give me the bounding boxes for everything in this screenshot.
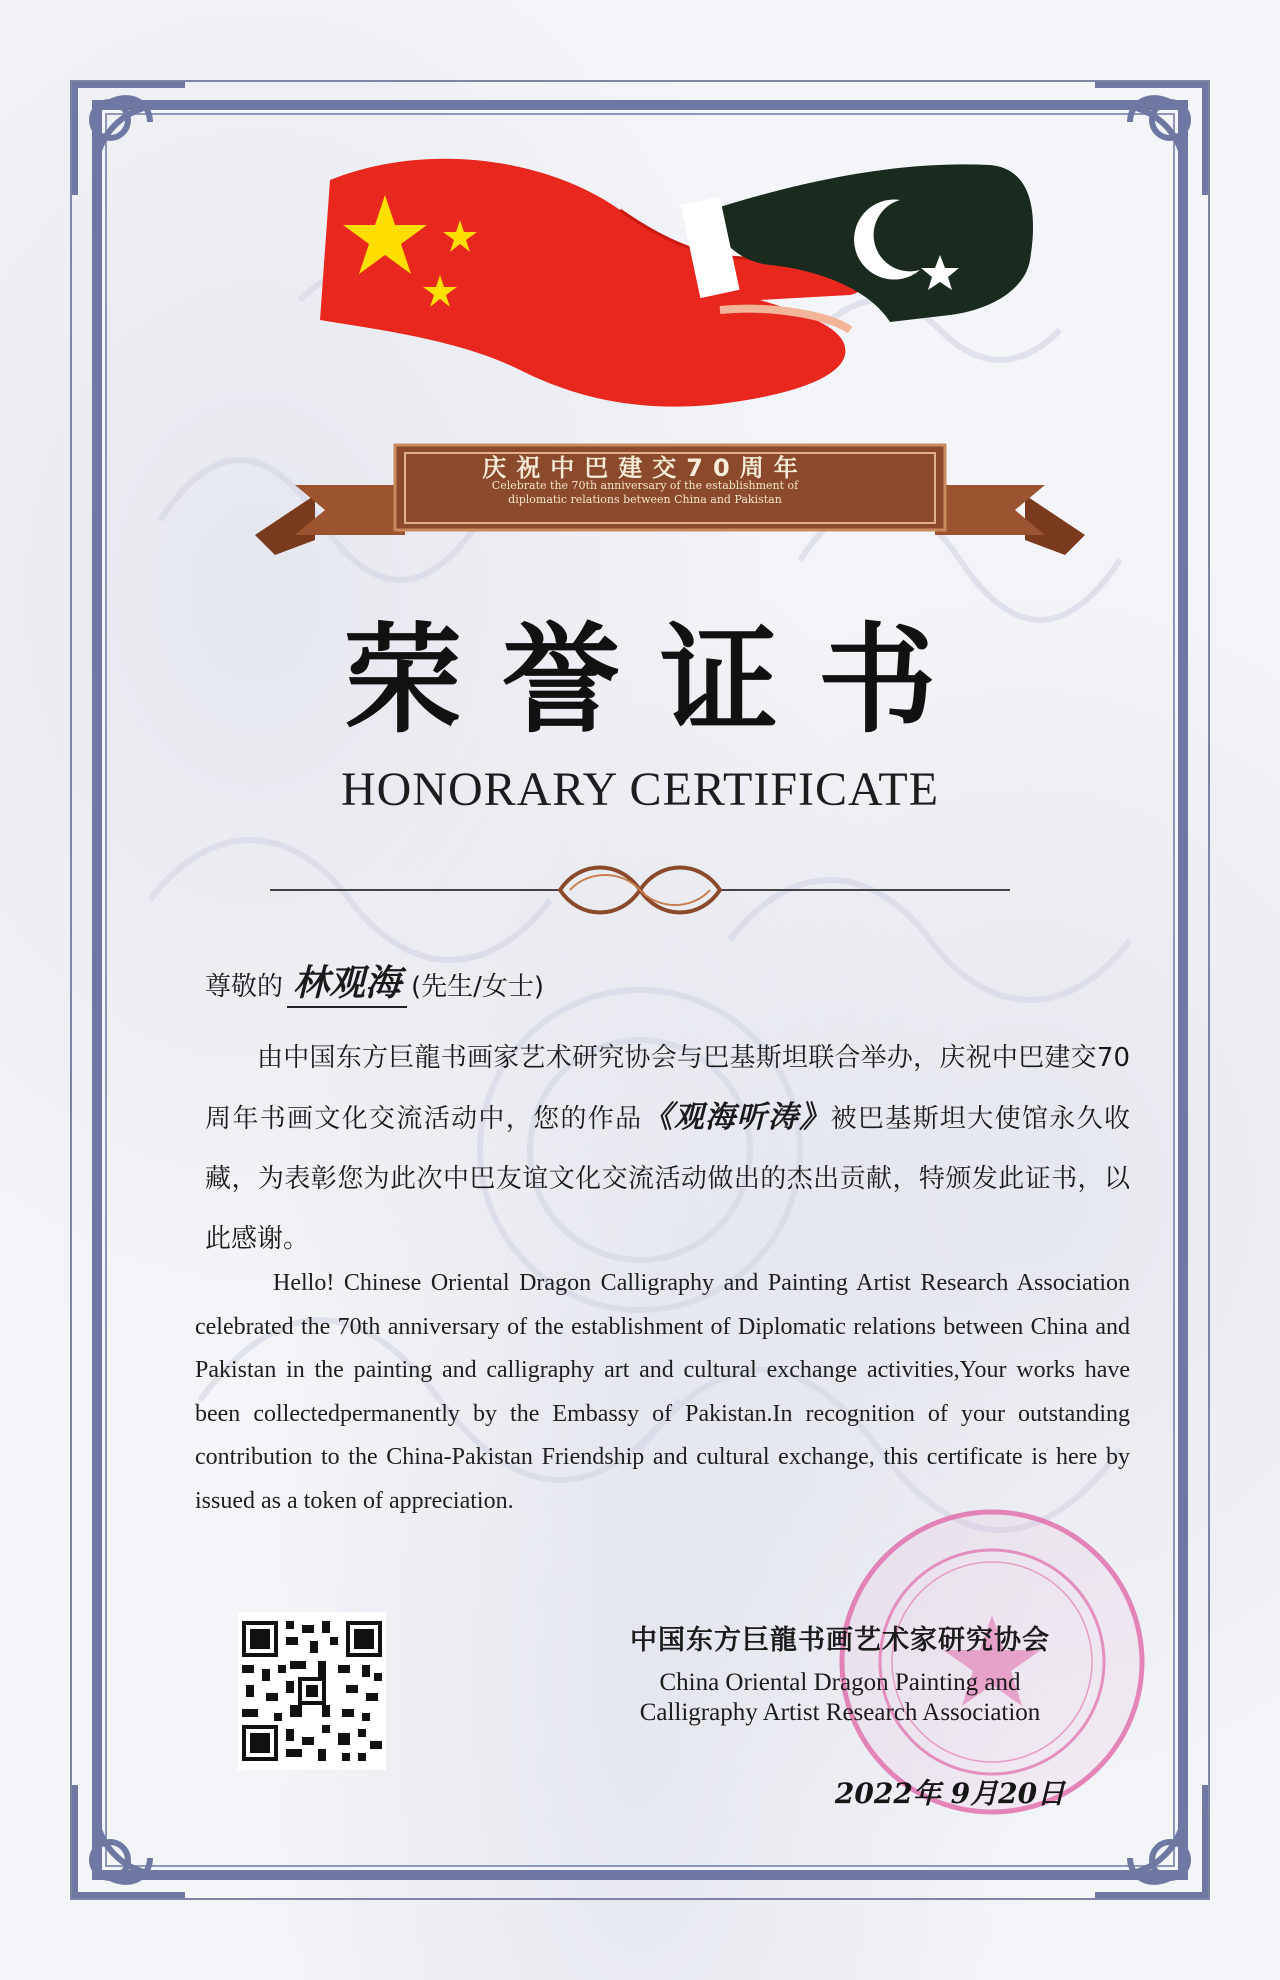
- greeting-line: [205, 955, 1105, 1008]
- ribbon-subtitle-line1: Celebrate the 70th anniversary of the establishment of: [491, 479, 799, 492]
- qr-code-icon[interactable]: [238, 1612, 386, 1770]
- issue-date: 2022年 9月20日: [834, 1777, 1066, 1810]
- body-text-zh: [205, 1028, 1130, 1269]
- ribbon-subtitle-en: [400, 479, 890, 507]
- certificate-title-en: HONORARY CERTIFICATE: [340, 763, 940, 816]
- body-zh-part2: 被巴基斯坦大使馆永久收藏，为表彰您为此次中巴友谊文化交流活动做出的杰出贡献，特颁发此证书，以此感谢。: [205, 1104, 1130, 1254]
- issuer-en-line2: Calligraphy Artist Research Association: [639, 1699, 1041, 1726]
- corner-ornament-icon: [65, 75, 195, 205]
- handshake-flags-icon: [290, 140, 1050, 430]
- body-zh-part1: 由中国东方巨龍书画家艺术研究协会与巴基斯坦联合举办，庆祝中巴建交70周年书画文化交流活动中，您的作品: [205, 1043, 1130, 1134]
- greeting-prefix: 尊敬的: [205, 972, 284, 1002]
- corner-ornament-icon: [65, 1775, 195, 1905]
- issuer-name-zh: 中国东方巨龍书画艺术家研究协会: [630, 1625, 1050, 1656]
- body-text-en: Hello! Chinese Oriental Dragon Calligraphy and Painting Artist Research Association celebrated the 70th anniversary of the establishment of Diplomatic relations between China and Pakistan in the painting and calligraphy art and cultural exchange activities,Your works have been collectedpermanently by the Embassy of Pakistan.In recognition of your outstanding contribution to the China-Pakistan Friendship and cultural exchange, this certificate is here by issued as a token of appreciation.: [195, 1270, 1130, 1514]
- corner-ornament-icon: [1085, 75, 1215, 205]
- ribbon-subtitle-line2: diplomatic relations between China and Pakistan: [508, 493, 782, 506]
- issuer-name-en: [590, 1668, 1090, 1728]
- artwork-title: 《观海听涛》: [642, 1100, 831, 1135]
- recipient-name: 林观海: [287, 955, 407, 1008]
- certificate-title-zh: 荣誉证书: [343, 610, 976, 749]
- ribbon-title-zh: 庆祝中巴建交70周年: [482, 454, 808, 482]
- issuer-en-line1: China Oriental Dragon Painting and: [659, 1669, 1021, 1696]
- infinity-knot-icon: [270, 860, 1010, 920]
- greeting-suffix: (先生/女士): [411, 972, 545, 1002]
